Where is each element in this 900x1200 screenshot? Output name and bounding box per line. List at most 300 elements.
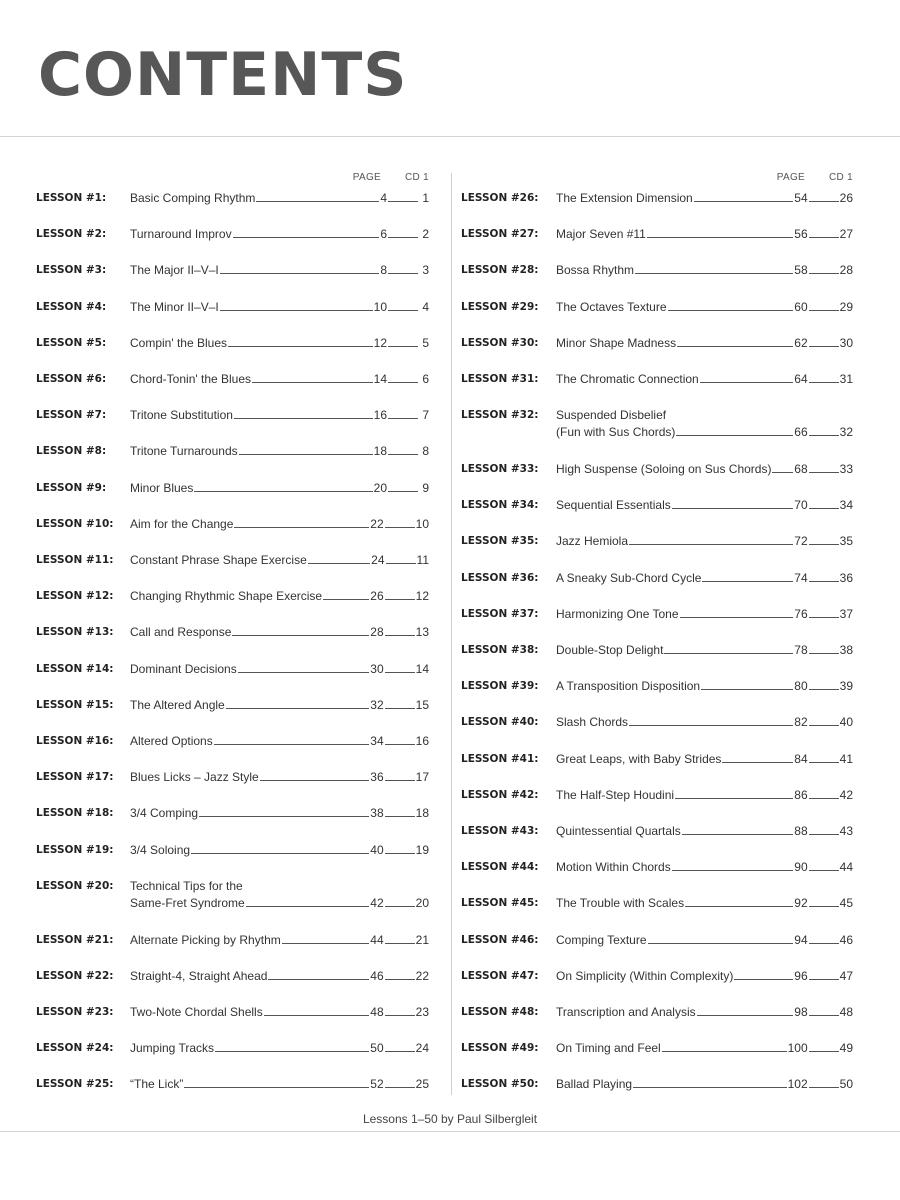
- lesson-number: LESSON #41:: [461, 752, 539, 765]
- lesson-title: Jumping Tracks: [130, 1041, 215, 1056]
- page-number: 102: [787, 1077, 808, 1092]
- lesson-title: Great Leaps, with Baby Strides: [556, 751, 722, 766]
- page-number: 82: [794, 715, 808, 730]
- lesson-title: Jazz Hemiola: [556, 534, 629, 549]
- cd-track-number: 47: [839, 968, 853, 983]
- cd-track-number: 41: [839, 751, 853, 766]
- dot-leader: [388, 454, 418, 455]
- dot-leader: [700, 382, 794, 383]
- page-number: 46: [370, 968, 384, 983]
- dot-leader: [220, 310, 373, 311]
- dot-leader: [268, 979, 369, 980]
- dot-leader: [647, 237, 793, 238]
- cd-track-number: 42: [839, 787, 853, 802]
- lesson-title: Constant Phrase Shape Exercise: [130, 553, 307, 567]
- cd-track-number: 21: [415, 932, 429, 947]
- page-number: 60: [794, 299, 808, 314]
- lesson-number: LESSON #10:: [36, 517, 114, 530]
- dot-leader: [668, 310, 794, 311]
- dot-leader: [388, 201, 418, 202]
- cd-track-number: 2: [422, 227, 429, 242]
- cd-track-number: 46: [839, 932, 853, 947]
- dot-leader: [234, 418, 373, 419]
- lesson-number: LESSON #49:: [461, 1042, 539, 1055]
- lesson-number: LESSON #15:: [36, 698, 114, 711]
- cd-track-number: 39: [839, 679, 853, 694]
- dot-leader: [238, 672, 370, 673]
- column-header: [461, 170, 853, 188]
- cd-track-number: 8: [422, 444, 429, 459]
- lesson-title: Sequential Essentials: [556, 498, 671, 513]
- dot-leader: [702, 581, 793, 582]
- dot-leader: [388, 273, 418, 274]
- dot-leader: [388, 382, 418, 383]
- dot-leader: [809, 870, 839, 871]
- page-column-label: PAGE: [352, 172, 381, 183]
- dot-leader: [809, 472, 839, 473]
- dot-leader: [809, 979, 839, 980]
- cd-track-number: 13: [415, 625, 429, 640]
- lesson-number: LESSON #23:: [36, 1005, 114, 1018]
- dot-leader: [682, 834, 794, 835]
- cd-track-number: 1: [422, 191, 429, 205]
- page-number: 24: [371, 553, 385, 567]
- cd-track-number: 49: [839, 1041, 853, 1056]
- lesson-number: LESSON #48:: [461, 1005, 539, 1018]
- lesson-title: Quintessential Quartals: [556, 823, 681, 838]
- lesson-number: LESSON #14:: [36, 662, 114, 675]
- lesson-number: LESSON #16:: [36, 735, 114, 747]
- page-number: 50: [370, 1041, 384, 1056]
- page-number: 30: [370, 661, 384, 676]
- lesson-title: Comping Texture: [556, 932, 647, 947]
- lesson-number: LESSON #26:: [461, 192, 539, 204]
- lesson-number: LESSON #4:: [36, 300, 107, 313]
- page-number: 28: [370, 625, 384, 640]
- dot-leader: [635, 273, 793, 274]
- dot-leader: [676, 435, 793, 436]
- lesson-number: LESSON #27:: [461, 228, 539, 241]
- dot-leader: [629, 544, 793, 545]
- lesson-title: Major Seven #11: [556, 227, 646, 242]
- dot-leader: [648, 943, 794, 944]
- page-number: 98: [794, 1004, 808, 1019]
- cd-track-number: 50: [839, 1077, 853, 1092]
- lesson-title: High Suspense (Soloing on Sus Chords): [556, 461, 772, 476]
- lesson-title: The Trouble with Scales: [556, 896, 685, 911]
- lesson-title: Two-Note Chordal Shells: [130, 1004, 263, 1019]
- cd-track-number: 16: [415, 734, 429, 748]
- dot-leader: [388, 346, 418, 347]
- lesson-number: LESSON #43:: [461, 824, 539, 837]
- cd-track-number: 32: [839, 425, 853, 440]
- cd-column-label: CD 1: [829, 172, 853, 183]
- page-number: 72: [794, 534, 808, 549]
- lesson-title: Double-Stop Delight: [556, 642, 664, 657]
- cd-track-number: 27: [839, 227, 853, 242]
- lesson-title: Ballad Playing: [556, 1077, 633, 1092]
- lesson-number: LESSON #21:: [36, 933, 114, 946]
- lesson-title: Blues Licks – Jazz Style: [130, 770, 259, 785]
- page-number: 54: [794, 191, 808, 205]
- lesson-number: LESSON #11:: [36, 554, 114, 566]
- page-number: 70: [794, 498, 808, 513]
- page-number: 4: [380, 191, 387, 205]
- dot-leader: [694, 201, 794, 202]
- dot-leader: [809, 508, 839, 509]
- cd-track-number: 44: [839, 860, 853, 875]
- page-title: CONTENTS: [38, 40, 408, 110]
- dot-leader: [323, 599, 369, 600]
- lesson-title: Changing Rhythmic Shape Exercise: [130, 589, 323, 604]
- dot-leader: [191, 853, 369, 854]
- lesson-number: LESSON #35:: [461, 535, 539, 548]
- dot-leader: [234, 527, 369, 528]
- cd-track-number: 37: [839, 606, 853, 621]
- dot-leader: [214, 744, 370, 745]
- lesson-number: LESSON #38:: [461, 643, 539, 656]
- dot-leader: [809, 906, 839, 907]
- dot-leader: [385, 1015, 415, 1016]
- dot-leader: [697, 1015, 794, 1016]
- lesson-number: LESSON #7:: [36, 409, 107, 422]
- lesson-title: Same-Fret Syndrome: [130, 895, 245, 910]
- lesson-title: Bossa Rhythm: [556, 263, 635, 278]
- lesson-number: LESSON #22:: [36, 969, 114, 982]
- dot-leader: [388, 237, 418, 238]
- cd-column-label: CD 1: [405, 172, 429, 183]
- lesson-title: (Fun with Sus Chords): [556, 425, 676, 440]
- dot-leader: [685, 906, 793, 907]
- cd-track-number: 34: [839, 498, 853, 513]
- dot-leader: [809, 1015, 839, 1016]
- lesson-number: LESSON #47:: [461, 969, 539, 982]
- dot-leader: [226, 708, 370, 709]
- dot-leader: [809, 1087, 839, 1088]
- dot-leader: [385, 527, 415, 528]
- lesson-title: Tritone Substitution: [130, 408, 233, 423]
- cd-track-number: 45: [839, 896, 853, 911]
- lesson-number: LESSON #17:: [36, 771, 114, 784]
- cd-track-number: 35: [839, 534, 853, 549]
- page-number: 48: [370, 1004, 384, 1019]
- page-number: 8: [380, 263, 387, 278]
- lesson-number: LESSON #5:: [36, 336, 107, 349]
- footer-credit: Lessons 1–50 by Paul Silbergleit: [362, 1112, 538, 1126]
- page-number: 96: [794, 968, 808, 983]
- dot-leader: [722, 762, 793, 763]
- lesson-title: Turnaround Improv: [130, 227, 232, 242]
- dot-leader: [388, 310, 418, 311]
- lesson-number: LESSON #8:: [36, 445, 107, 458]
- dot-leader: [809, 653, 839, 654]
- lesson-number: LESSON #36:: [461, 571, 539, 584]
- lesson-title: Alternate Picking by Rhythm: [130, 932, 281, 947]
- lesson-number: LESSON #31:: [461, 373, 539, 385]
- page-number: 80: [794, 679, 808, 694]
- lesson-title: Basic Comping Rhythm: [130, 191, 256, 205]
- dot-leader: [675, 798, 793, 799]
- lesson-title: The Half-Step Houdini: [556, 787, 675, 802]
- lesson-title: The Minor II–V–I: [130, 299, 219, 314]
- page-number: 62: [794, 335, 808, 350]
- dot-leader: [664, 653, 793, 654]
- page-number: 18: [373, 444, 387, 459]
- cd-track-number: 19: [415, 842, 429, 857]
- cd-track-number: 7: [422, 408, 429, 423]
- dot-leader: [260, 780, 370, 781]
- dot-leader: [672, 870, 794, 871]
- dot-leader: [672, 508, 794, 509]
- dot-leader: [385, 1087, 415, 1088]
- cd-track-number: 22: [415, 968, 429, 983]
- page-number: 20: [373, 480, 387, 495]
- dot-leader: [385, 635, 415, 636]
- cd-track-number: 18: [415, 806, 429, 821]
- dot-leader: [809, 310, 839, 311]
- lesson-title: The Extension Dimension: [556, 191, 693, 205]
- lesson-number: LESSON #34:: [461, 499, 539, 512]
- dot-leader: [385, 599, 415, 600]
- lesson-title: Call and Response: [130, 625, 232, 640]
- page-number: 42: [370, 895, 384, 910]
- dot-leader: [239, 454, 373, 455]
- lesson-number: LESSON #39:: [461, 680, 539, 693]
- dot-leader: [385, 816, 415, 817]
- dot-leader: [220, 273, 380, 274]
- page-column-label: PAGE: [776, 172, 805, 183]
- lesson-number: LESSON #28:: [461, 264, 539, 277]
- lesson-title: Minor Shape Madness: [556, 335, 677, 350]
- bottom-divider: [0, 1131, 900, 1132]
- lesson-title: “The Lick”: [130, 1077, 184, 1092]
- page-number: 10: [373, 299, 387, 314]
- dot-leader: [809, 834, 839, 835]
- lesson-title: Harmonizing One Tone: [556, 606, 679, 621]
- dot-leader: [385, 708, 415, 709]
- cd-track-number: 24: [415, 1041, 429, 1056]
- page-number: 22: [370, 516, 384, 531]
- lesson-number: LESSON #46:: [461, 933, 539, 946]
- page-number: 66: [794, 425, 808, 440]
- cd-track-number: 6: [422, 372, 429, 386]
- cd-track-number: 33: [839, 461, 853, 476]
- cd-track-number: 14: [415, 661, 429, 676]
- dot-leader: [282, 943, 370, 944]
- lesson-title: Aim for the Change: [130, 516, 234, 531]
- dot-leader: [809, 237, 839, 238]
- lesson-number: LESSON #29:: [461, 300, 539, 313]
- dot-leader: [388, 491, 418, 492]
- dot-leader: [809, 201, 839, 202]
- toc-column-right: [461, 170, 853, 1092]
- page-number: 36: [370, 770, 384, 785]
- lesson-number: LESSON #18:: [36, 807, 114, 820]
- dot-leader: [809, 382, 839, 383]
- cd-track-number: 15: [415, 697, 429, 712]
- lesson-number: LESSON #44:: [461, 861, 539, 874]
- lesson-title: The Octaves Texture: [556, 299, 667, 314]
- lesson-title: Tritone Turnarounds: [130, 444, 238, 459]
- cd-track-number: 4: [422, 299, 429, 314]
- dot-leader: [772, 472, 793, 473]
- dot-leader: [677, 346, 793, 347]
- toc-column-left: [36, 170, 429, 1092]
- page-number: 100: [787, 1041, 808, 1056]
- page-number: 86: [794, 787, 808, 802]
- dot-leader: [809, 273, 839, 274]
- page-number: 38: [370, 806, 384, 821]
- dot-leader: [256, 201, 379, 202]
- page-number: 44: [370, 932, 384, 947]
- lesson-number: LESSON #3:: [36, 264, 107, 277]
- cd-track-number: 9: [422, 480, 429, 495]
- dot-leader: [809, 1051, 839, 1052]
- cd-track-number: 11: [416, 553, 429, 567]
- lesson-title: The Major II–V–I: [130, 263, 219, 278]
- dot-leader: [385, 672, 415, 673]
- dot-leader: [809, 689, 839, 690]
- lesson-title: Compin' the Blues: [130, 335, 228, 350]
- dot-leader: [809, 435, 839, 436]
- dot-leader: [809, 617, 839, 618]
- lesson-title: Altered Options: [130, 734, 213, 748]
- cd-track-number: 17: [415, 770, 429, 785]
- page-number: 90: [794, 860, 808, 875]
- lesson-number: LESSON #32:: [461, 409, 539, 422]
- dot-leader: [629, 725, 793, 726]
- dot-leader: [385, 744, 415, 745]
- dot-leader: [252, 382, 373, 383]
- lesson-number: LESSON #9:: [36, 481, 107, 494]
- cd-track-number: 28: [839, 263, 853, 278]
- dot-leader: [809, 581, 839, 582]
- lesson-title: Suspended Disbelief: [556, 408, 667, 423]
- dot-leader: [385, 943, 415, 944]
- dot-leader: [809, 725, 839, 726]
- page-number: 92: [794, 896, 808, 911]
- cd-track-number: 40: [839, 715, 853, 730]
- column-header: [36, 170, 429, 188]
- dot-leader: [386, 563, 416, 564]
- page-number: 74: [794, 570, 808, 585]
- cd-track-number: 29: [839, 299, 853, 314]
- cd-track-number: 10: [415, 516, 429, 531]
- page-number: 76: [794, 606, 808, 621]
- dot-leader: [734, 979, 793, 980]
- lesson-title: Motion Within Chords: [556, 860, 671, 875]
- lesson-number: LESSON #20:: [36, 879, 114, 892]
- page-number: 40: [370, 842, 384, 857]
- page-number: 64: [794, 372, 808, 386]
- page-number: 94: [794, 932, 808, 947]
- dot-leader: [809, 762, 839, 763]
- lesson-title: The Altered Angle: [130, 697, 225, 712]
- cd-track-number: 36: [839, 570, 853, 585]
- lesson-number: LESSON #24:: [36, 1042, 114, 1055]
- dot-leader: [385, 780, 415, 781]
- page-number: 34: [370, 734, 384, 748]
- page-number: 26: [370, 589, 384, 604]
- dot-leader: [385, 979, 415, 980]
- dot-leader: [215, 1051, 369, 1052]
- dot-leader: [701, 689, 793, 690]
- cd-track-number: 25: [415, 1077, 429, 1092]
- cd-track-number: 12: [415, 589, 429, 604]
- dot-leader: [809, 943, 839, 944]
- dot-leader: [233, 237, 380, 238]
- dot-leader: [264, 1015, 370, 1016]
- lesson-number: LESSON #37:: [461, 607, 539, 620]
- page-number: 14: [373, 372, 387, 386]
- page-number: 58: [794, 263, 808, 278]
- lesson-title: Slash Chords: [556, 715, 629, 730]
- lesson-title: The Chromatic Connection: [556, 372, 699, 386]
- cd-track-number: 23: [415, 1004, 429, 1019]
- lesson-title: 3/4 Soloing: [130, 842, 191, 857]
- page-number: 68: [794, 461, 808, 476]
- lesson-number: LESSON #42:: [461, 788, 539, 801]
- cd-track-number: 3: [422, 263, 429, 278]
- dot-leader: [385, 906, 415, 907]
- dot-leader: [199, 816, 369, 817]
- page-number: 12: [373, 335, 387, 350]
- lesson-title: Transcription and Analysis: [556, 1004, 696, 1019]
- lesson-title: 3/4 Comping: [130, 806, 199, 821]
- dot-leader: [184, 1087, 369, 1088]
- lesson-title: Technical Tips for the: [130, 878, 243, 893]
- page-number: 32: [370, 697, 384, 712]
- lesson-title: Chord-Tonin' the Blues: [130, 372, 252, 386]
- lesson-title: On Simplicity (Within Complexity): [556, 968, 734, 983]
- dot-leader: [809, 544, 839, 545]
- page-number: 52: [370, 1077, 384, 1092]
- dot-leader: [809, 798, 839, 799]
- dot-leader: [809, 346, 839, 347]
- top-divider: [0, 136, 900, 137]
- lesson-number: LESSON #1:: [36, 192, 107, 204]
- page-number: 16: [373, 408, 387, 423]
- cd-track-number: 20: [415, 895, 429, 910]
- dot-leader: [194, 491, 372, 492]
- lesson-number: LESSON #6:: [36, 373, 107, 385]
- lesson-number: LESSON #40:: [461, 716, 539, 729]
- dot-leader: [385, 853, 415, 854]
- lesson-title: A Transposition Disposition: [556, 679, 701, 694]
- cd-track-number: 48: [839, 1004, 853, 1019]
- cd-track-number: 30: [839, 335, 853, 350]
- page-number: 56: [794, 227, 808, 242]
- lesson-title: A Sneaky Sub-Chord Cycle: [556, 570, 702, 585]
- lesson-title: Dominant Decisions: [130, 661, 237, 676]
- lesson-number: LESSON #19:: [36, 843, 114, 856]
- dot-leader: [662, 1051, 787, 1052]
- dot-leader: [308, 563, 370, 564]
- page-number: 84: [794, 751, 808, 766]
- lesson-number: LESSON #30:: [461, 336, 539, 349]
- lesson-number: LESSON #12:: [36, 590, 114, 603]
- dot-leader: [633, 1087, 787, 1088]
- cd-track-number: 5: [422, 335, 429, 350]
- lesson-title: Minor Blues: [130, 480, 194, 495]
- lesson-number: LESSON #2:: [36, 228, 107, 241]
- page-number: 6: [380, 227, 387, 242]
- dot-leader: [228, 346, 373, 347]
- cd-track-number: 31: [839, 372, 853, 386]
- dot-leader: [680, 617, 794, 618]
- lesson-number: LESSON #50:: [461, 1078, 539, 1091]
- lesson-title: On Timing and Feel: [556, 1041, 661, 1056]
